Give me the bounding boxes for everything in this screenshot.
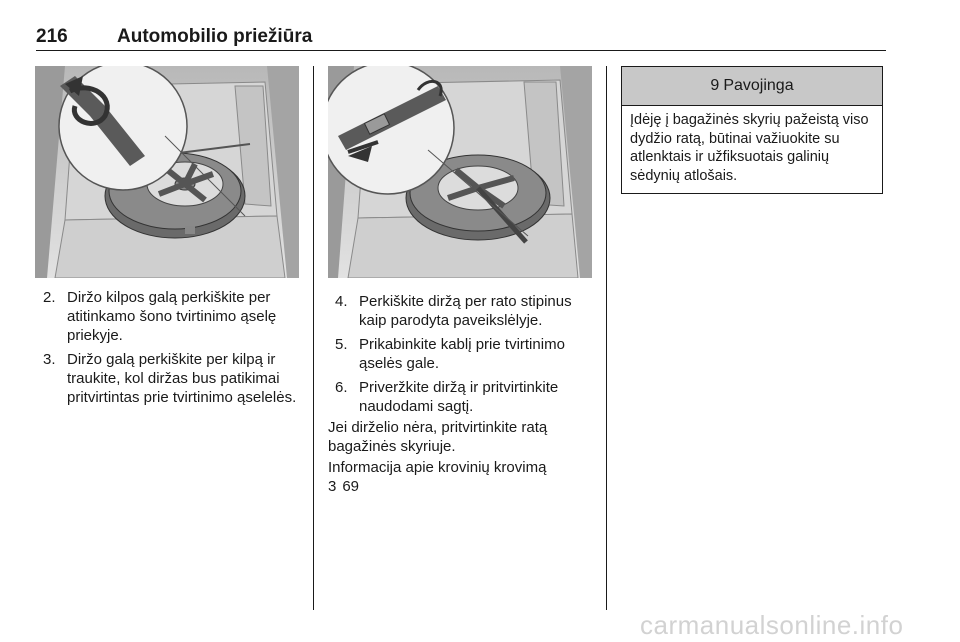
cross-reference	[328, 458, 590, 496]
warning-header	[622, 67, 882, 106]
steps-list-column-2	[335, 292, 593, 421]
page-number: 216	[36, 26, 68, 47]
list-item	[43, 350, 305, 407]
page-title: Automobilio priežiūra	[117, 26, 313, 47]
warning-title: Pavojinga	[723, 77, 794, 94]
no-strap-paragraph: Jei dirželio nėra, pritvirtinkite ratą bagažinės skyriuje.	[328, 419, 548, 455]
watermark: carmanualsonline.info	[640, 610, 904, 640]
figure-spare-wheel-strap-rear	[328, 66, 592, 278]
step-text: Priveržkite diržą ir pritvirtinkite naudodami sagtį.	[359, 379, 559, 415]
step-number: 3.	[43, 351, 56, 368]
steps-list-column-1	[43, 288, 305, 412]
step-number: 5.	[335, 336, 348, 353]
list-item	[335, 292, 593, 330]
step-text: Diržo galą perkiškite per kilpą ir traukite, kol diržas bus patikimai pritvirtintas prie tvirtinimo ąselelės.	[67, 351, 297, 406]
step-number: 4.	[335, 293, 348, 310]
step-text: Prikabinkite kablį prie tvirtinimo ąselės gale.	[359, 336, 565, 372]
figure-spare-wheel-strap-front	[35, 66, 299, 278]
page-header	[36, 24, 886, 52]
reference-arrow-icon: 3	[328, 478, 337, 495]
column-divider-1	[313, 66, 314, 610]
list-item	[43, 288, 305, 345]
list-item	[335, 378, 593, 416]
column-divider-2	[606, 66, 607, 610]
step-text: Perkiškite diržą per rato stipinus kaip parodyta paveikslėlyje.	[359, 293, 572, 329]
reference-page[interactable]: 69	[342, 478, 360, 495]
warning-icon: 9	[710, 77, 720, 94]
info-text: Informacija apie krovinių krovimą	[328, 459, 547, 476]
step-number: 2.	[43, 289, 56, 306]
illustration-trunk-front	[35, 66, 299, 278]
step-text: Diržo kilpos galą perkiškite per atitinkamo šono tvirtinimo ąselę priekyje.	[67, 289, 277, 344]
warning-text: Įdėję į bagažinės skyrių pažeistą viso dydžio ratą, būtinai važiuokite su atlenktais ir užfiksuotais galinių sėdynių atlošais.	[630, 112, 869, 184]
header-rule	[36, 50, 886, 51]
list-item	[335, 335, 593, 373]
warning-box	[621, 66, 883, 194]
illustration-trunk-rear	[328, 66, 592, 278]
step-number: 6.	[335, 379, 348, 396]
